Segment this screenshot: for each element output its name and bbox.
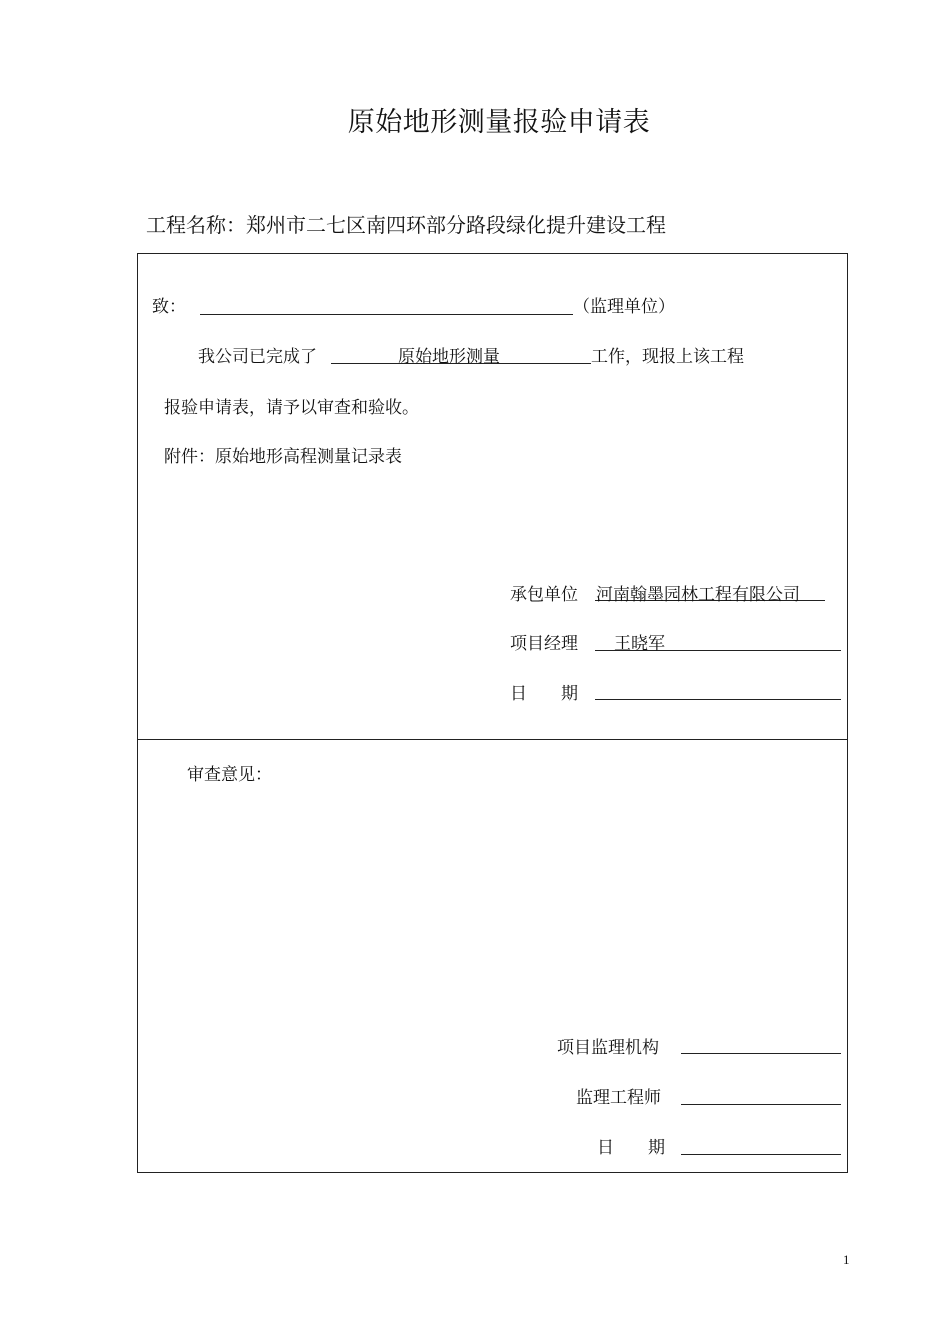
to-label: 致： [152,297,186,317]
date-label: 日 期 [510,684,578,704]
supervising-engineer-label: 监理工程师 [576,1088,661,1108]
attachment-text: 附件：原始地形高程测量记录表 [164,447,402,467]
contractor-value: 河南翰墨园林工程有限公司 [596,585,800,605]
contractor-label: 承包单位 [510,585,578,605]
supervision-org-field[interactable] [681,1053,841,1054]
body-prefix: 我公司已完成了 [198,347,317,367]
review-date-field[interactable] [681,1154,841,1155]
project-manager-value: 王晓军 [614,634,665,654]
page-title: 原始地形测量报验申请表 [347,107,651,138]
supervision-org-label: 项目监理机构 [557,1038,659,1058]
form-table [137,253,848,1173]
supervisor-unit-field[interactable] [200,314,573,315]
review-opinion-label: 审查意见： [187,765,272,785]
work-value: 原始地形测量 [398,347,500,367]
supervisor-unit-suffix: （监理单位） [573,297,675,317]
body-line2: 报验申请表，请予以审查和验收。 [164,398,419,418]
date-field[interactable] [595,699,841,700]
section-divider [138,739,847,740]
project-manager-label: 项目经理 [510,634,578,654]
review-date-label: 日 期 [597,1138,665,1158]
supervising-engineer-field[interactable] [681,1104,841,1105]
page-number: 1 [843,1252,850,1267]
body-suffix: 工作，现报上该工程 [591,347,744,367]
project-name: 工程名称：郑州市二七区南四环部分路段绿化提升建设工程 [146,213,666,237]
